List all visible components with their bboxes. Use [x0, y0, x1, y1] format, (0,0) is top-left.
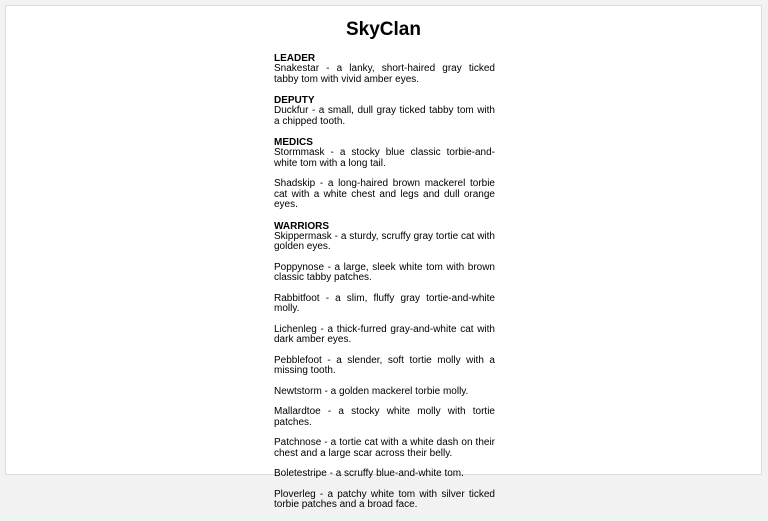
section-medics [274, 137, 495, 211]
section-heading: MEDICS [274, 137, 313, 148]
roster-entry: Rabbitfoot - a slim, fluffy gray tortie-and-white molly. [274, 292, 495, 314]
section-heading: DEPUTY [274, 95, 315, 106]
roster-entry: Boletestripe - a scruffy blue-and-white tom. [274, 468, 464, 479]
page-title: SkyClan [346, 19, 421, 40]
roster-entry: Newtstorm - a golden mackerel torbie molly. [274, 385, 469, 397]
document-page [5, 5, 762, 510]
section-deputy [274, 95, 495, 127]
section-leader [274, 53, 495, 85]
roster-entry: Ploverleg - a patchy white tom with silver ticked torbie patches and a broad face. [274, 488, 495, 510]
roster-entry: Patchnose - a tortie cat with a white dash on their chest and a large scar across their belly. [274, 437, 495, 459]
roster-entry: Snakestar - a lanky, short-haired gray ticked tabby tom with vivid amber eyes. [274, 63, 495, 85]
roster-entry: Stormmask - a stocky blue classic torbie-and-white tom with a long tail. [274, 147, 495, 169]
roster-entry: Duckfur - a small, dull gray ticked tabby tom with a chipped tooth. [274, 105, 495, 127]
roster-entry: Poppynose - a large, sleek white tom with brown classic tabby patches. [274, 261, 495, 283]
section-heading: WARRIORS [274, 220, 329, 232]
roster-entry: Lichenleg - a thick-furred gray-and-white cat with dark amber eyes. [274, 323, 495, 345]
section-heading: LEADER [274, 53, 316, 64]
roster-entry: Mallardtoe - a stocky white molly with tortie patches. [274, 406, 495, 428]
roster-entry: Shadskip - a long-haired brown mackerel torbie cat with a white chest and legs and dull orange eyes. [274, 178, 495, 210]
roster-entry: Pebblefoot - a slender, soft tortie molly with a missing tooth. [274, 354, 495, 376]
clan-roster [274, 53, 495, 521]
roster-entry: Skippermask - a sturdy, scruffy gray tortie cat with golden eyes. [274, 230, 495, 252]
section-warriors [274, 221, 495, 511]
